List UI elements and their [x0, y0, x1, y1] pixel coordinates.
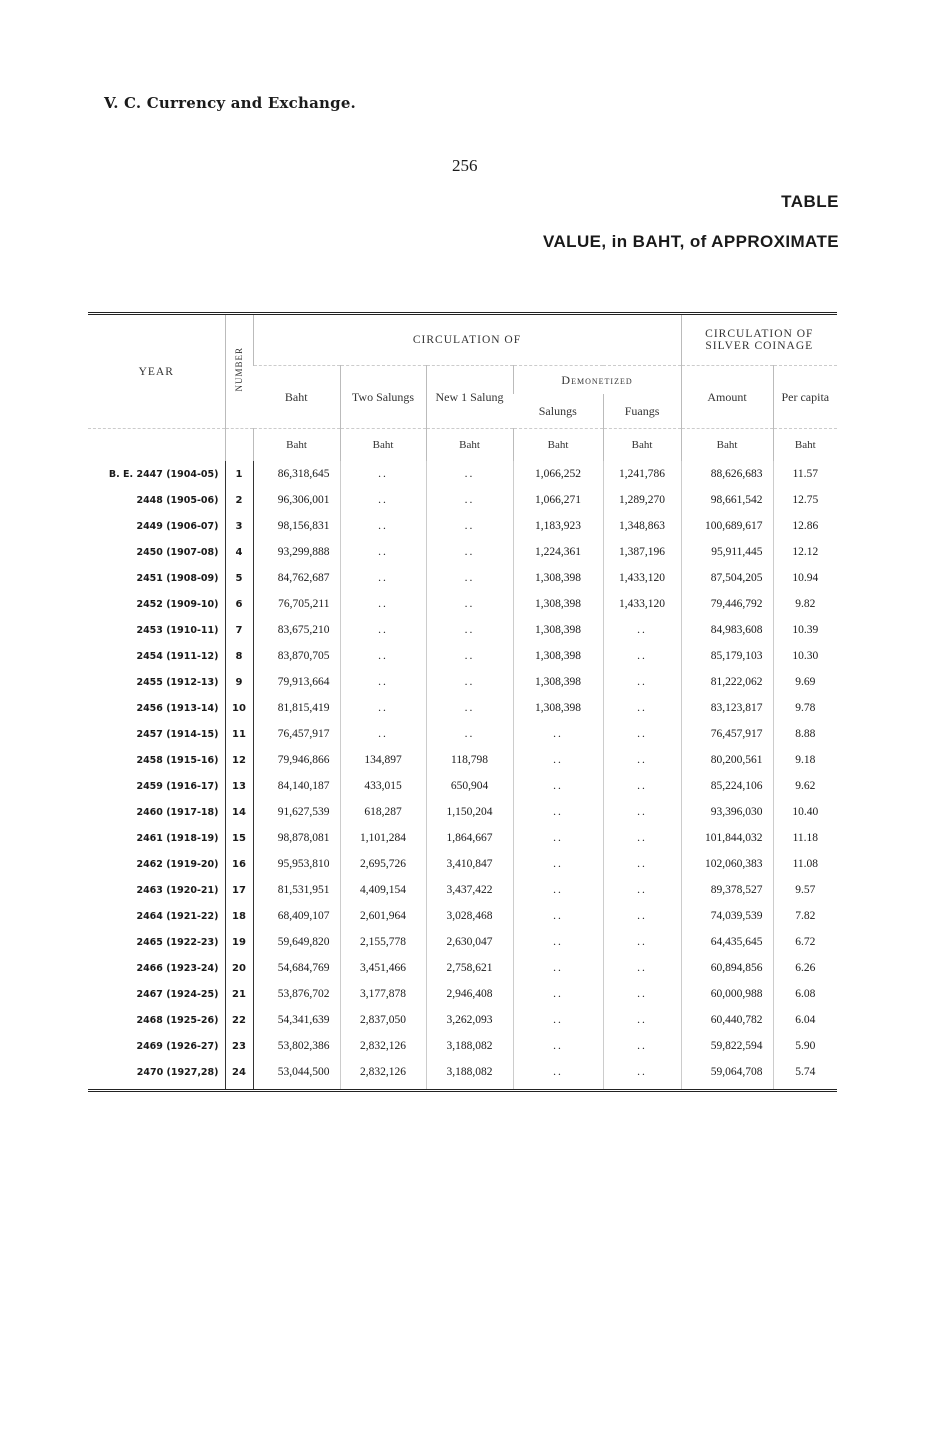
cell-two-salungs: 433,015	[340, 773, 426, 799]
cell-number: 16	[225, 851, 253, 877]
cell-amount: 76,457,917	[681, 721, 773, 747]
cell-year: 2449 (1906-07)	[136, 520, 219, 532]
cell-fuangs: ..	[603, 1033, 681, 1059]
unit-baht: Baht	[773, 429, 837, 462]
cell-number: 22	[225, 1007, 253, 1033]
cell-new-salung: 3,028,468	[426, 903, 513, 929]
cell-fuangs: ..	[603, 929, 681, 955]
cell-new-salung: 1,150,204	[426, 799, 513, 825]
cell-salungs: ..	[513, 877, 603, 903]
cell-year: 2466 (1923-24)	[136, 962, 219, 974]
cell-number: 12	[225, 747, 253, 773]
cell-baht: 53,876,702	[253, 981, 340, 1007]
cell-baht: 98,878,081	[253, 825, 340, 851]
table-row	[88, 773, 837, 799]
cell-salungs: 1,066,271	[513, 487, 603, 513]
cell-per-capita: 8.88	[773, 721, 837, 747]
table-row	[88, 929, 837, 955]
cell-fuangs: ..	[603, 1007, 681, 1033]
cell-fuangs: ..	[603, 695, 681, 721]
cell-per-capita: 12.75	[773, 487, 837, 513]
cell-new-salung: 2,630,047	[426, 929, 513, 955]
cell-baht: 59,649,820	[253, 929, 340, 955]
header-new-salung: New 1 Salung	[426, 366, 513, 429]
cell-baht: 83,675,210	[253, 617, 340, 643]
cell-per-capita: 10.39	[773, 617, 837, 643]
cell-salungs: 1,224,361	[513, 539, 603, 565]
cell-new-salung: ..	[426, 487, 513, 513]
table-row	[88, 1059, 837, 1089]
cell-fuangs: 1,387,196	[603, 539, 681, 565]
cell-baht: 86,318,645	[253, 461, 340, 487]
unit-baht: Baht	[253, 429, 340, 462]
currency-table	[88, 312, 837, 1092]
cell-two-salungs: 3,177,878	[340, 981, 426, 1007]
cell-new-salung: 3,188,082	[426, 1059, 513, 1089]
cell-new-salung: 3,437,422	[426, 877, 513, 903]
cell-fuangs: ..	[603, 721, 681, 747]
cell-two-salungs: 1,101,284	[340, 825, 426, 851]
cell-baht: 95,953,810	[253, 851, 340, 877]
cell-new-salung: ..	[426, 721, 513, 747]
cell-baht: 91,627,539	[253, 799, 340, 825]
cell-per-capita: 9.18	[773, 747, 837, 773]
table-label: TABLE	[781, 192, 839, 211]
section-title: V. C. Currency and Exchange.	[104, 94, 356, 112]
cell-amount: 60,440,782	[681, 1007, 773, 1033]
cell-new-salung: 3,188,082	[426, 1033, 513, 1059]
table-row	[88, 565, 837, 591]
cell-number: 20	[225, 955, 253, 981]
cell-new-salung: 3,410,847	[426, 851, 513, 877]
cell-year: 2469 (1926-27)	[136, 1040, 219, 1052]
cell-salungs: ..	[513, 721, 603, 747]
cell-number: 10	[225, 695, 253, 721]
cell-new-salung: 650,904	[426, 773, 513, 799]
cell-fuangs: ..	[603, 981, 681, 1007]
cell-amount: 80,200,561	[681, 747, 773, 773]
cell-number: 23	[225, 1033, 253, 1059]
cell-per-capita: 9.62	[773, 773, 837, 799]
cell-salungs: 1,308,398	[513, 695, 603, 721]
table-row	[88, 721, 837, 747]
cell-per-capita: 9.57	[773, 877, 837, 903]
cell-salungs: 1,183,923	[513, 513, 603, 539]
unit-baht: Baht	[340, 429, 426, 462]
cell-number: 3	[225, 513, 253, 539]
header-baht: Baht	[284, 389, 308, 404]
cell-amount: 95,911,445	[681, 539, 773, 565]
unit-baht: Baht	[513, 429, 603, 462]
cell-salungs: 1,308,398	[513, 591, 603, 617]
cell-two-salungs: 2,832,126	[340, 1059, 426, 1089]
cell-baht: 76,705,211	[253, 591, 340, 617]
table-row	[88, 1033, 837, 1059]
cell-new-salung: 2,758,621	[426, 955, 513, 981]
cell-year: 2452 (1909-10)	[136, 598, 219, 610]
cell-year: 2448 (1905-06)	[136, 494, 219, 506]
cell-two-salungs: ..	[340, 591, 426, 617]
cell-new-salung: ..	[426, 695, 513, 721]
cell-per-capita: 11.08	[773, 851, 837, 877]
page-number: 256	[452, 156, 478, 175]
header-number-label: NUMBER	[234, 347, 244, 392]
cell-new-salung: 2,946,408	[426, 981, 513, 1007]
cell-two-salungs: ..	[340, 513, 426, 539]
cell-per-capita: 10.40	[773, 799, 837, 825]
cell-year: 2463 (1920-21)	[136, 884, 219, 896]
header-demonetized: Demonetized	[513, 366, 681, 395]
cell-number: 6	[225, 591, 253, 617]
cell-year: 2464 (1921-22)	[136, 910, 219, 922]
cell-baht: 84,140,187	[253, 773, 340, 799]
cell-baht: 53,044,500	[253, 1059, 340, 1089]
cell-two-salungs: ..	[340, 669, 426, 695]
header-fuangs: Fuangs	[603, 394, 681, 429]
cell-new-salung: ..	[426, 565, 513, 591]
cell-salungs: ..	[513, 1007, 603, 1033]
cell-baht: 96,306,001	[253, 487, 340, 513]
cell-baht: 81,815,419	[253, 695, 340, 721]
cell-fuangs: 1,348,863	[603, 513, 681, 539]
table-row	[88, 799, 837, 825]
cell-two-salungs: 4,409,154	[340, 877, 426, 903]
table-row	[88, 877, 837, 903]
cell-year: 2461 (1918-19)	[136, 832, 219, 844]
header-circulation-of: CIRCULATION OF	[253, 315, 681, 366]
cell-year: 2455 (1912-13)	[136, 676, 219, 688]
cell-fuangs: ..	[603, 773, 681, 799]
cell-number: 19	[225, 929, 253, 955]
unit-baht: Baht	[681, 429, 773, 462]
cell-salungs: 1,308,398	[513, 617, 603, 643]
header-per-capita: Per capita	[773, 366, 837, 429]
cell-per-capita: 6.08	[773, 981, 837, 1007]
table-row	[88, 747, 837, 773]
cell-year: 2458 (1915-16)	[136, 754, 219, 766]
table-row	[88, 539, 837, 565]
table-row	[88, 461, 837, 487]
cell-fuangs: ..	[603, 955, 681, 981]
cell-year: 2459 (1916-17)	[136, 780, 219, 792]
cell-new-salung: 3,262,093	[426, 1007, 513, 1033]
cell-fuangs: ..	[603, 617, 681, 643]
cell-year: 2457 (1914-15)	[136, 728, 219, 740]
table-row	[88, 903, 837, 929]
cell-number: 7	[225, 617, 253, 643]
cell-fuangs: ..	[603, 903, 681, 929]
cell-per-capita: 6.26	[773, 955, 837, 981]
cell-two-salungs: ..	[340, 539, 426, 565]
cell-amount: 59,822,594	[681, 1033, 773, 1059]
cell-two-salungs: ..	[340, 487, 426, 513]
cell-salungs: 1,308,398	[513, 669, 603, 695]
cell-fuangs: ..	[603, 747, 681, 773]
cell-fuangs: ..	[603, 669, 681, 695]
cell-new-salung: ..	[426, 513, 513, 539]
cell-fuangs: 1,241,786	[603, 461, 681, 487]
cell-amount: 64,435,645	[681, 929, 773, 955]
cell-year: 2454 (1911-12)	[136, 650, 219, 662]
table-row	[88, 981, 837, 1007]
cell-per-capita: 10.30	[773, 643, 837, 669]
cell-baht: 53,802,386	[253, 1033, 340, 1059]
cell-two-salungs: 134,897	[340, 747, 426, 773]
table-row	[88, 513, 837, 539]
cell-two-salungs: 2,832,126	[340, 1033, 426, 1059]
cell-amount: 60,894,856	[681, 955, 773, 981]
cell-amount: 85,224,106	[681, 773, 773, 799]
header-year: YEAR	[88, 315, 225, 429]
table-caption: VALUE, in BAHT, of APPROXIMATE	[543, 232, 839, 251]
cell-year: 2453 (1910-11)	[136, 624, 219, 636]
cell-number: 18	[225, 903, 253, 929]
cell-per-capita: 9.82	[773, 591, 837, 617]
cell-two-salungs: ..	[340, 721, 426, 747]
table-body	[88, 461, 837, 1089]
table-row	[88, 669, 837, 695]
cell-amount: 83,123,817	[681, 695, 773, 721]
cell-new-salung: 1,864,667	[426, 825, 513, 851]
cell-salungs: ..	[513, 1059, 603, 1089]
cell-per-capita: 12.12	[773, 539, 837, 565]
cell-amount: 89,378,527	[681, 877, 773, 903]
unit-baht: Baht	[426, 429, 513, 462]
cell-new-salung: 118,798	[426, 747, 513, 773]
cell-per-capita: 5.74	[773, 1059, 837, 1089]
cell-baht: 84,762,687	[253, 565, 340, 591]
cell-baht: 98,156,831	[253, 513, 340, 539]
cell-two-salungs: ..	[340, 695, 426, 721]
cell-per-capita: 9.78	[773, 695, 837, 721]
cell-new-salung: ..	[426, 643, 513, 669]
cell-number: 17	[225, 877, 253, 903]
cell-per-capita: 10.94	[773, 565, 837, 591]
cell-salungs: ..	[513, 929, 603, 955]
table-row	[88, 617, 837, 643]
cell-salungs: ..	[513, 747, 603, 773]
cell-amount: 81,222,062	[681, 669, 773, 695]
cell-fuangs: ..	[603, 877, 681, 903]
cell-amount: 93,396,030	[681, 799, 773, 825]
cell-number: 9	[225, 669, 253, 695]
cell-number: 13	[225, 773, 253, 799]
unit-baht: Baht	[603, 429, 681, 462]
cell-two-salungs: 2,837,050	[340, 1007, 426, 1033]
cell-number: 15	[225, 825, 253, 851]
cell-per-capita: 6.04	[773, 1007, 837, 1033]
cell-two-salungs: ..	[340, 461, 426, 487]
cell-salungs: ..	[513, 1033, 603, 1059]
table-row	[88, 643, 837, 669]
table-row	[88, 695, 837, 721]
cell-per-capita: 12.86	[773, 513, 837, 539]
cell-per-capita: 5.90	[773, 1033, 837, 1059]
cell-year: 2470 (1927,28)	[136, 1066, 219, 1078]
cell-per-capita: 11.57	[773, 461, 837, 487]
cell-two-salungs: 618,287	[340, 799, 426, 825]
header-amount: Amount	[681, 366, 773, 429]
cell-salungs: ..	[513, 851, 603, 877]
cell-amount: 102,060,383	[681, 851, 773, 877]
cell-fuangs: ..	[603, 851, 681, 877]
cell-fuangs: ..	[603, 1059, 681, 1089]
header-silver-coinage: CIRCULATION OF SILVER COINAGE	[681, 315, 837, 366]
cell-salungs: 1,308,398	[513, 643, 603, 669]
unit-blank	[88, 429, 225, 462]
cell-per-capita: 11.18	[773, 825, 837, 851]
cell-fuangs: ..	[603, 825, 681, 851]
table-row	[88, 591, 837, 617]
cell-new-salung: ..	[426, 539, 513, 565]
cell-two-salungs: 3,451,466	[340, 955, 426, 981]
cell-amount: 85,179,103	[681, 643, 773, 669]
cell-number: 8	[225, 643, 253, 669]
header-salungs: Salungs	[538, 403, 577, 418]
cell-new-salung: ..	[426, 617, 513, 643]
table-row	[88, 825, 837, 851]
cell-amount: 59,064,708	[681, 1059, 773, 1089]
cell-year: 2467 (1924-25)	[136, 988, 219, 1000]
cell-salungs: ..	[513, 981, 603, 1007]
table-row	[88, 955, 837, 981]
cell-fuangs: ..	[603, 799, 681, 825]
cell-number: 24	[225, 1059, 253, 1089]
cell-amount: 100,689,617	[681, 513, 773, 539]
cell-fuangs: 1,433,120	[603, 565, 681, 591]
cell-year: 2468 (1925-26)	[136, 1014, 219, 1026]
cell-two-salungs: ..	[340, 565, 426, 591]
cell-baht: 76,457,917	[253, 721, 340, 747]
cell-amount: 60,000,988	[681, 981, 773, 1007]
cell-year: 2450 (1907-08)	[136, 546, 219, 558]
cell-number: 2	[225, 487, 253, 513]
cell-new-salung: ..	[426, 591, 513, 617]
cell-baht: 79,946,866	[253, 747, 340, 773]
cell-baht: 54,684,769	[253, 955, 340, 981]
cell-two-salungs: 2,601,964	[340, 903, 426, 929]
cell-amount: 84,983,608	[681, 617, 773, 643]
cell-fuangs: ..	[603, 643, 681, 669]
cell-number: 21	[225, 981, 253, 1007]
cell-per-capita: 6.72	[773, 929, 837, 955]
table-row	[88, 487, 837, 513]
cell-year: 2462 (1919-20)	[136, 858, 219, 870]
cell-year: 2451 (1908-09)	[136, 572, 219, 584]
cell-two-salungs: ..	[340, 643, 426, 669]
cell-salungs: 1,066,252	[513, 461, 603, 487]
table-row	[88, 1007, 837, 1033]
cell-salungs: ..	[513, 955, 603, 981]
cell-number: 4	[225, 539, 253, 565]
cell-year: 2456 (1913-14)	[136, 702, 219, 714]
cell-baht: 93,299,888	[253, 539, 340, 565]
cell-two-salungs: 2,155,778	[340, 929, 426, 955]
cell-two-salungs: 2,695,726	[340, 851, 426, 877]
cell-amount: 88,626,683	[681, 461, 773, 487]
cell-salungs: ..	[513, 799, 603, 825]
cell-year: 2465 (1922-23)	[136, 936, 219, 948]
header-number	[225, 315, 253, 429]
cell-salungs: ..	[513, 903, 603, 929]
cell-salungs: ..	[513, 825, 603, 851]
cell-amount: 74,039,539	[681, 903, 773, 929]
cell-baht: 79,913,664	[253, 669, 340, 695]
cell-baht: 68,409,107	[253, 903, 340, 929]
cell-new-salung: ..	[426, 461, 513, 487]
cell-baht: 83,870,705	[253, 643, 340, 669]
cell-amount: 98,661,542	[681, 487, 773, 513]
cell-new-salung: ..	[426, 669, 513, 695]
cell-year: 2460 (1917-18)	[136, 806, 219, 818]
cell-number: 1	[225, 461, 253, 487]
cell-per-capita: 9.69	[773, 669, 837, 695]
cell-fuangs: 1,289,270	[603, 487, 681, 513]
cell-number: 11	[225, 721, 253, 747]
cell-amount: 79,446,792	[681, 591, 773, 617]
unit-blank	[225, 429, 253, 462]
cell-fuangs: 1,433,120	[603, 591, 681, 617]
cell-salungs: ..	[513, 773, 603, 799]
cell-amount: 101,844,032	[681, 825, 773, 851]
cell-year: B. E. 2447 (1904-05)	[108, 468, 219, 480]
cell-number: 14	[225, 799, 253, 825]
table-row	[88, 851, 837, 877]
header-two-salungs: Two Salungs	[340, 366, 426, 429]
cell-salungs: 1,308,398	[513, 565, 603, 591]
cell-number: 5	[225, 565, 253, 591]
cell-baht: 81,531,951	[253, 877, 340, 903]
cell-two-salungs: ..	[340, 617, 426, 643]
cell-per-capita: 7.82	[773, 903, 837, 929]
cell-amount: 87,504,205	[681, 565, 773, 591]
cell-baht: 54,341,639	[253, 1007, 340, 1033]
